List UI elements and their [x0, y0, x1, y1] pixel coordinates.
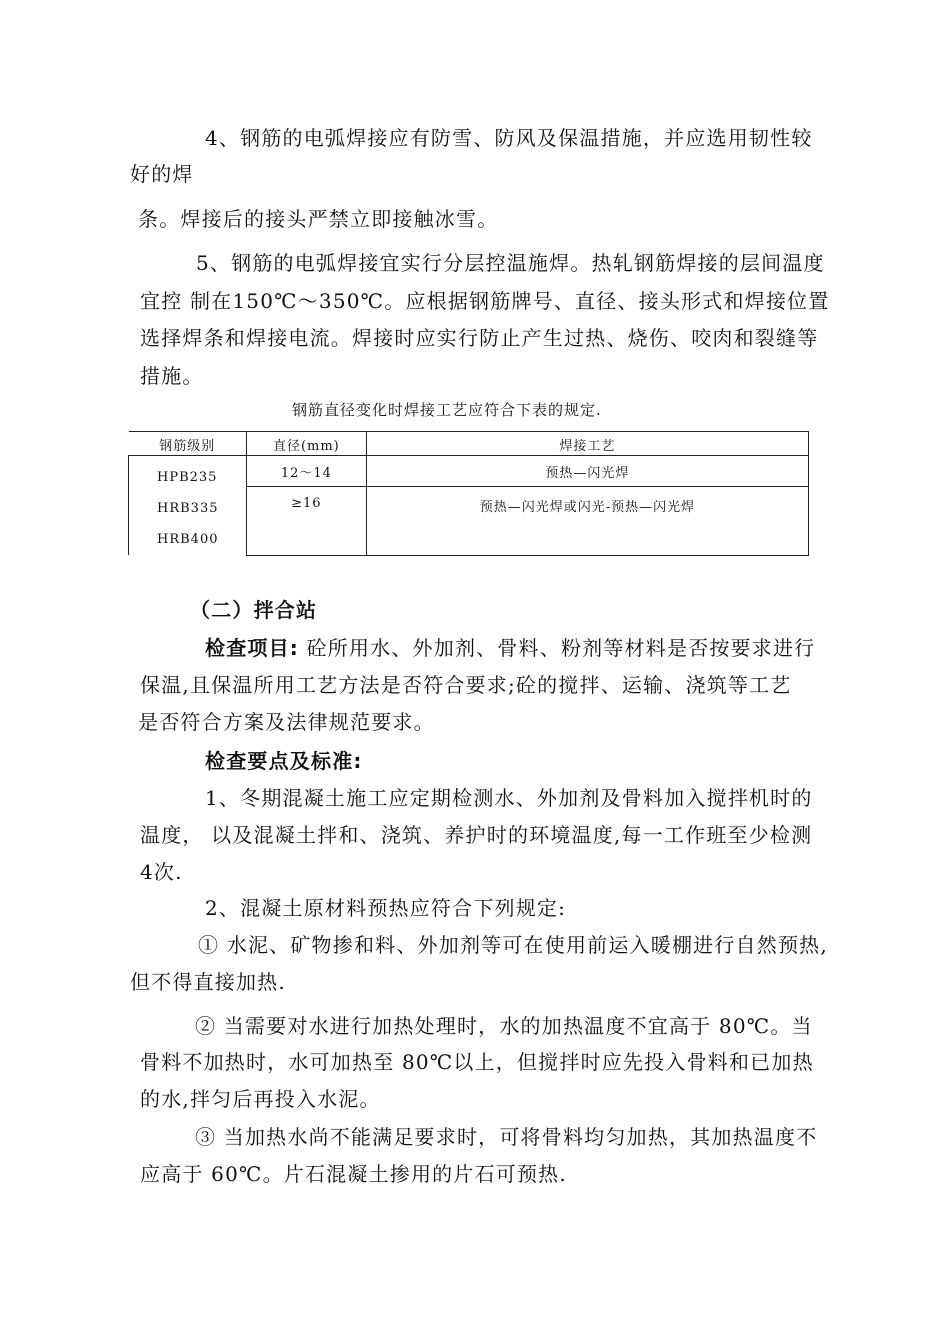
clause-1-line-1: ① 水泥、矿物掺和料、外加剂等可在使用前运入暖棚进行自然预热, — [198, 933, 828, 957]
process-cell: 预热—闪光焊或闪光-预热—闪光焊 — [366, 487, 808, 555]
diameter-cell: ≥16 — [246, 487, 366, 555]
grade-hrb335: HRB335 — [157, 501, 219, 516]
para-4-line-1: 4、钢筋的电弧焊接应有防雪、防风及保温措施，并应选用韧性较 — [205, 126, 813, 150]
para-5-line-3: 选择焊条和焊接电流。焊接时应实行防止产生过热、烧伤、咬肉和裂缝等 — [140, 326, 819, 350]
check-items-line-2: 保温,且保温所用工艺方法是否符合要求;砼的搅拌、运输、浇筑等工艺 — [140, 673, 792, 697]
header-grade: 钢筋级别 — [129, 432, 247, 456]
grade-hrb400: HRB400 — [157, 532, 219, 547]
clause-2-line-2: 骨料不加热时，水可加热至 80℃以上，但搅拌时应先投入骨料和已加热 — [140, 1050, 814, 1074]
section-heading: （二）拌合站 — [190, 598, 318, 622]
para-5-line-4: 措施。 — [140, 364, 204, 388]
para-4-line-2: 好的焊 — [130, 162, 194, 186]
table-header-row — [129, 432, 809, 456]
grade-hpb235: HPB235 — [157, 470, 218, 485]
check-items-line-1 — [205, 636, 815, 660]
para-5-line-1: 5、钢筋的电弧焊接宜实行分层控温施焊。热轧钢筋焊接的层间温度 — [196, 251, 825, 275]
header-diameter: 直径(mm) — [246, 432, 366, 456]
process-cell: 预热—闪光焊 — [366, 456, 808, 487]
clause-3-line-2: 应高于 60℃。片石混凝土掺用的片石可预热. — [140, 1162, 567, 1186]
table-row — [129, 456, 809, 487]
clause-2-line-1: ② 当需要对水进行加热处理时，水的加热温度不宜高于 80℃。当 — [195, 1014, 813, 1038]
point-1-line-3: 4次. — [140, 860, 183, 884]
points-label: 检查要点及标准: — [205, 749, 363, 773]
clause-1-line-2: 但不得直接加热. — [130, 970, 286, 994]
point-2-line-1: 2、混凝土原材料预热应符合下列规定: — [205, 896, 567, 920]
check-items-label: 检查项目: — [205, 636, 299, 660]
clause-2-line-3: 的水,拌匀后再投入水泥。 — [140, 1087, 381, 1111]
diameter-cell: 12～14 — [246, 456, 366, 487]
clause-3-line-1: ③ 当加热水尚不能满足要求时，可将骨料均匀加热，其加热温度不 — [195, 1125, 818, 1149]
grade-cell — [129, 456, 247, 556]
point-1-line-1: 1、冬期混凝土施工应定期检测水、外加剂及骨料加入搅拌机时的 — [205, 786, 813, 810]
header-process: 焊接工艺 — [366, 432, 808, 456]
point-1-line-2: 温度， 以及混凝土拌和、浇筑、养护时的环境温度,每一工作班至少检测 — [140, 823, 813, 847]
welding-spec-table — [128, 431, 809, 556]
para-4-line-3: 条。焊接后的接头严禁立即接触冰雪。 — [138, 207, 499, 231]
check-items-line-3: 是否符合方案及法律规范要求。 — [138, 710, 435, 734]
check-items-text: 砼所用水、外加剂、骨料、粉剂等材料是否按要求进行 — [306, 636, 816, 660]
para-5-line-2: 宜控 制在150℃～350℃。应根据钢筋牌号、直径、接头形式和焊接位置 — [140, 289, 830, 313]
table-caption: 钢筋直径变化时焊接工艺应符合下表的规定. — [292, 401, 602, 419]
